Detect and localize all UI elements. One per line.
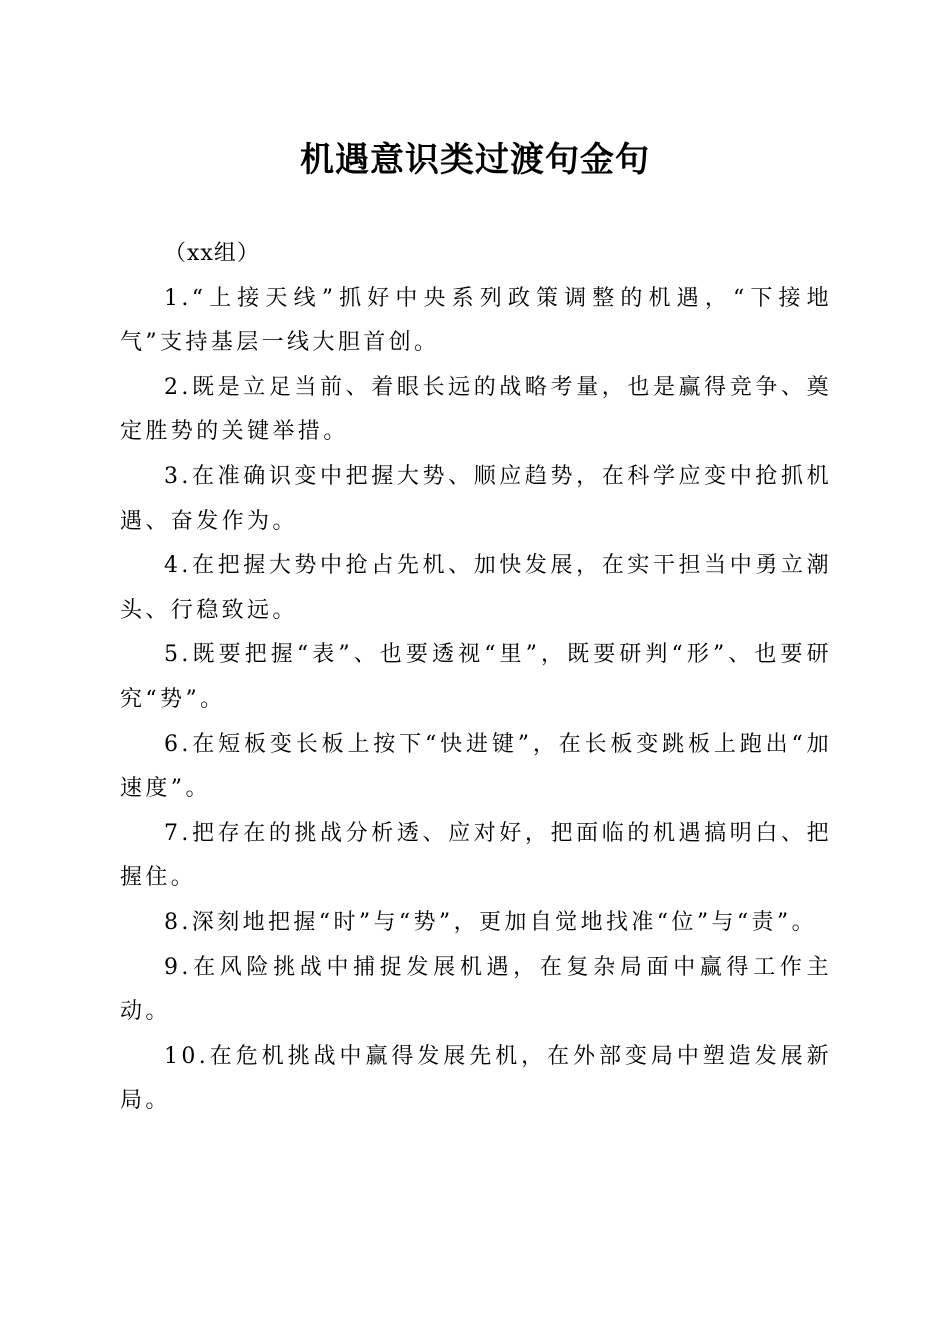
list-item-5: 5.既要把握“表”、也要透视“里”，既要研判“形”、也要研究“势”。	[120, 642, 832, 712]
list-item-2: 2.既是立足当前、着眼长远的战略考量，也是赢得竞争、奠定胜势的关键举措。	[120, 374, 832, 445]
group-label: （xx组）	[164, 241, 260, 266]
list-item-8: 8.深刻地把握“时”与“势”，更加自觉地找准“位”与“责”。	[164, 909, 817, 935]
list-item-6: 6.在短板变长板上按下“快进键”，在长板变跳板上跑出“加速度”。	[120, 731, 832, 802]
list-item-10: 10.在危机挑战中赢得发展先机，在外部变局中塑造发展新局。	[120, 1043, 832, 1114]
list-item-4: 4.在把握大势中抢占先机、加快发展，在实干担当中勇立潮头、行稳致远。	[120, 553, 832, 623]
page-title: 机遇意识类过渡句金句	[300, 140, 650, 180]
list-item-7: 7.把存在的挑战分析透、应对好，把面临的机遇搞明白、把握住。	[120, 820, 832, 891]
list-item-1: 1.“上接天线”抓好中央系列政策调整的机遇，“下接地气”支持基层一线大胆首创。	[120, 285, 832, 356]
list-item-3: 3.在准确识变中把握大势、顺应趋势，在科学应变中抢抓机遇、奋发作为。	[120, 463, 832, 534]
document-body	[120, 232, 832, 1124]
list-item-9: 9.在风险挑战中捕捉发展机遇，在复杂局面中赢得工作主动。	[120, 954, 832, 1025]
